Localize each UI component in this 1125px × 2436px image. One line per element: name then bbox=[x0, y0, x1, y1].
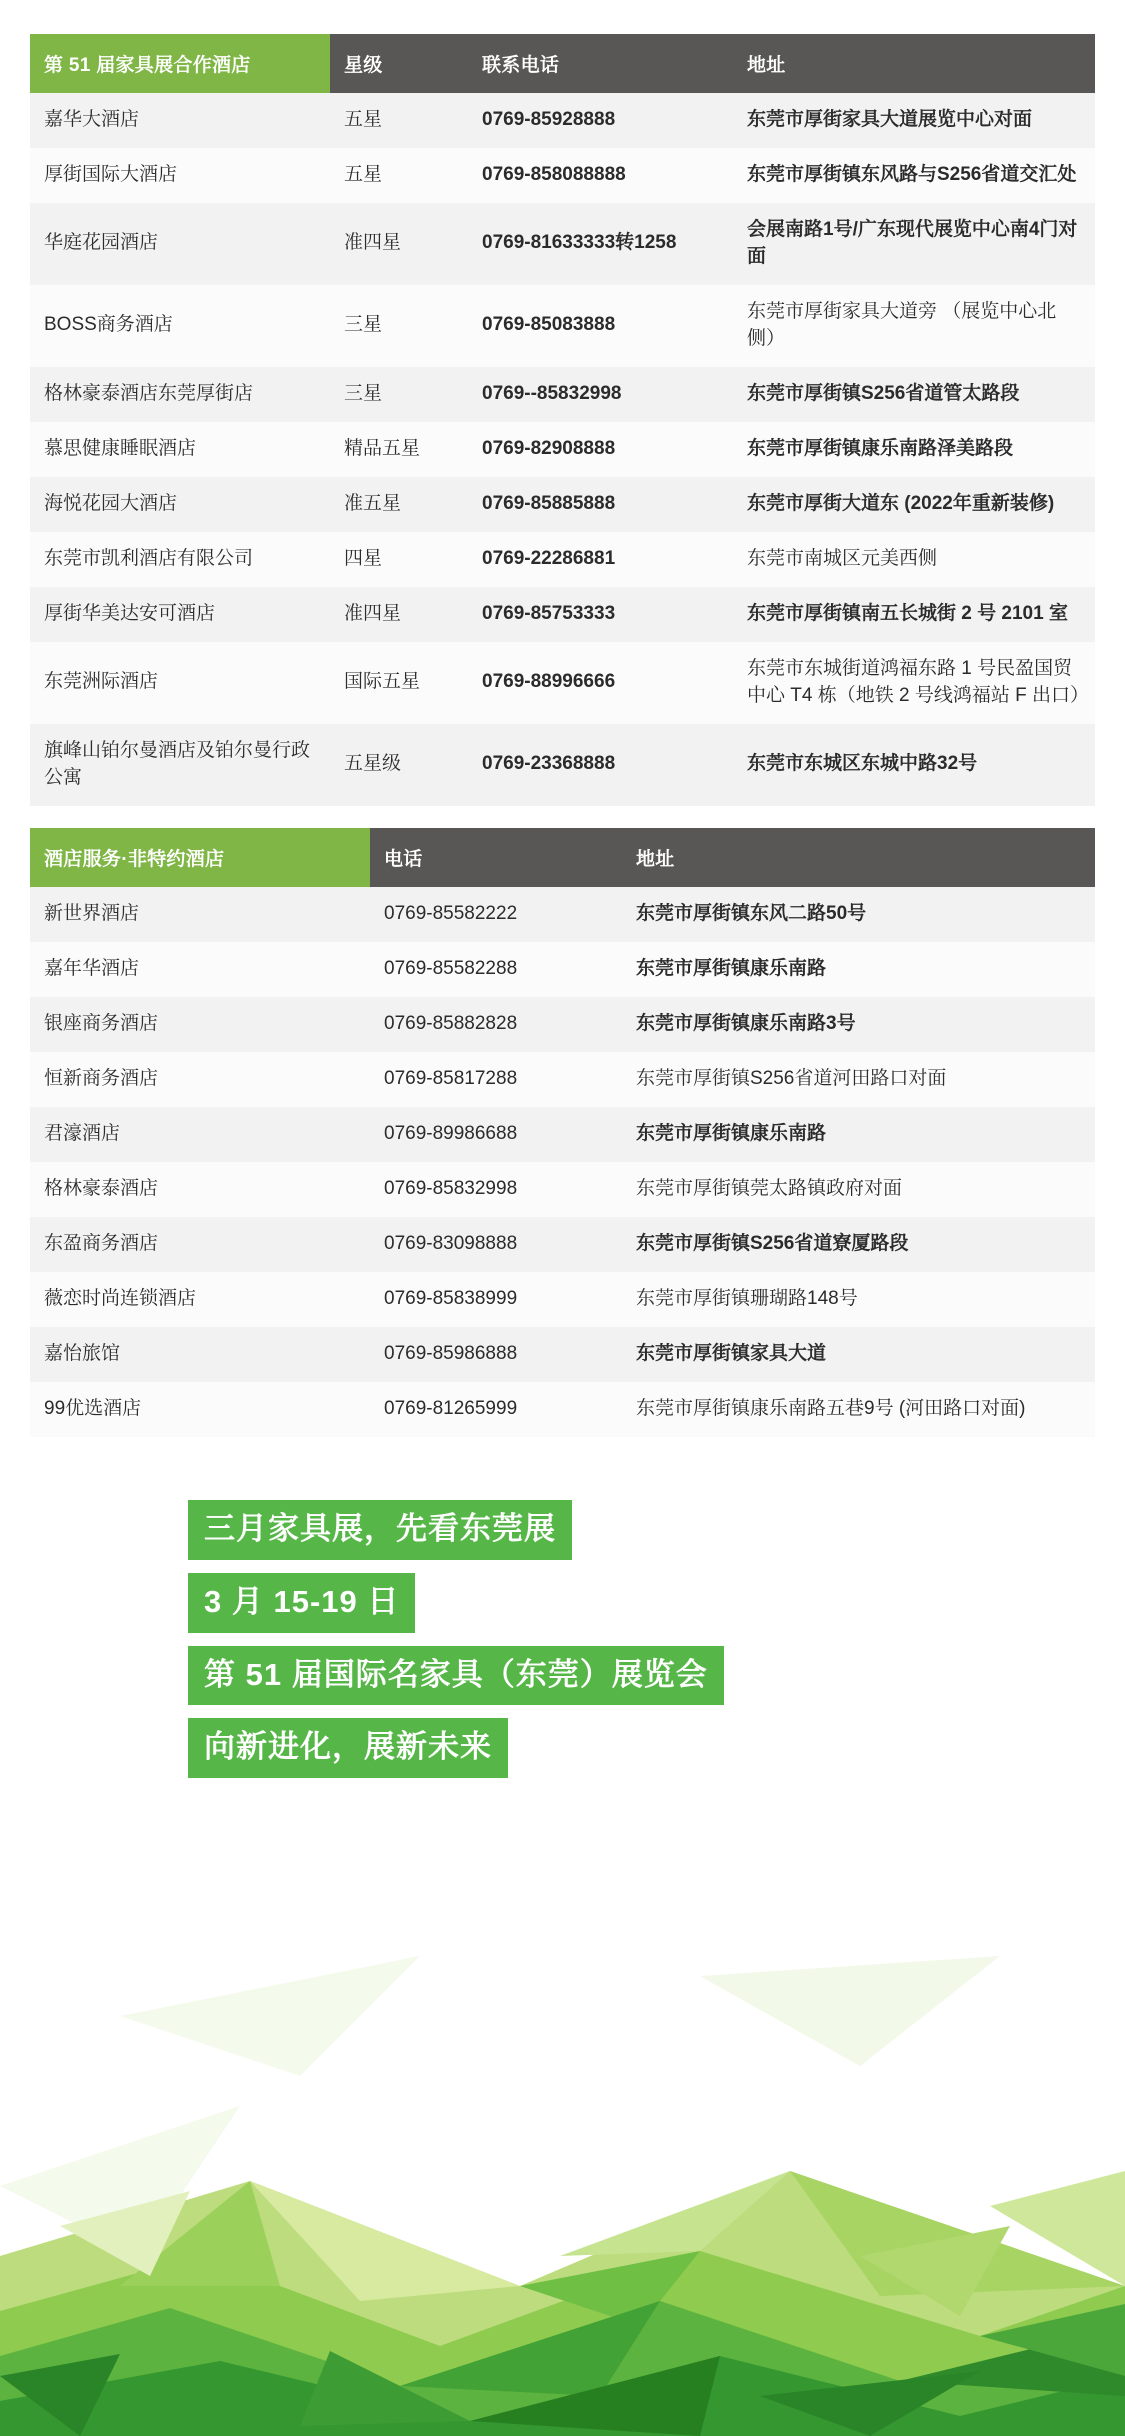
cell-star-rating: 准四星 bbox=[330, 203, 468, 285]
cell-address: 东莞市南城区元美西侧 bbox=[733, 532, 1095, 587]
column-header-hotel: 酒店服务·非特约酒店 bbox=[30, 828, 370, 887]
headline-3: 向新进化，展新未来 bbox=[188, 1718, 508, 1778]
headline-row-2 bbox=[188, 1646, 948, 1719]
cell-address: 东莞市厚街镇S256省道河田路口对面 bbox=[622, 1052, 1095, 1107]
cell-hotel-name: 嘉年华酒店 bbox=[30, 942, 370, 997]
cell-address: 东莞市厚街镇珊瑚路148号 bbox=[622, 1272, 1095, 1327]
cell-hotel-name: 99优选酒店 bbox=[30, 1382, 370, 1437]
table-row bbox=[30, 642, 1095, 724]
bottom-decorative-graphic bbox=[0, 1956, 1125, 2436]
cell-star-rating: 精品五星 bbox=[330, 422, 468, 477]
headline-2: 第 51 届国际名家具（东莞）展览会 bbox=[188, 1646, 724, 1706]
cell-phone: 0769-82908888 bbox=[468, 422, 733, 477]
column-header-star: 星级 bbox=[330, 34, 468, 93]
cell-hotel-name: 君濠酒店 bbox=[30, 1107, 370, 1162]
cell-star-rating: 准五星 bbox=[330, 477, 468, 532]
table-row bbox=[30, 942, 1095, 997]
partner-hotels-table-block bbox=[30, 34, 1095, 806]
column-header-address: 地址 bbox=[733, 34, 1095, 93]
table-header-row bbox=[30, 34, 1095, 93]
cell-star-rating: 五星 bbox=[330, 93, 468, 148]
headline-row-0 bbox=[188, 1500, 948, 1573]
headline-block bbox=[188, 1500, 948, 1791]
cell-phone: 0769-85753333 bbox=[468, 587, 733, 642]
headline-row-3 bbox=[188, 1718, 948, 1791]
headline-row-1 bbox=[188, 1573, 948, 1646]
cell-address: 东莞市厚街镇东风路与S256省道交汇处 bbox=[733, 148, 1095, 203]
table-row bbox=[30, 203, 1095, 285]
headline-1: 3 月 15-19 日 bbox=[188, 1573, 415, 1633]
green-polygon-art-icon bbox=[0, 1956, 1125, 2436]
table-row bbox=[30, 1217, 1095, 1272]
cell-star-rating: 国际五星 bbox=[330, 642, 468, 724]
cell-address: 东莞市厚街镇家具大道 bbox=[622, 1327, 1095, 1382]
cell-address: 东莞市厚街镇南五长城街 2 号 2101 室 bbox=[733, 587, 1095, 642]
table-row bbox=[30, 1162, 1095, 1217]
cell-hotel-name: 东莞洲际酒店 bbox=[30, 642, 330, 724]
cell-address: 东莞市厚街家具大道旁 （展览中心北侧） bbox=[733, 285, 1095, 367]
cell-hotel-name: 薇恋时尚连锁酒店 bbox=[30, 1272, 370, 1327]
cell-star-rating: 三星 bbox=[330, 367, 468, 422]
table-row bbox=[30, 997, 1095, 1052]
cell-star-rating: 五星级 bbox=[330, 724, 468, 806]
cell-hotel-name: 厚街国际大酒店 bbox=[30, 148, 330, 203]
cell-address: 东莞市厚街镇康乐南路3号 bbox=[622, 997, 1095, 1052]
cell-hotel-name: 银座商务酒店 bbox=[30, 997, 370, 1052]
table-row bbox=[30, 1052, 1095, 1107]
cell-address: 东莞市厚街镇莞太路镇政府对面 bbox=[622, 1162, 1095, 1217]
table-row bbox=[30, 532, 1095, 587]
cell-address: 东莞市厚街镇康乐南路 bbox=[622, 1107, 1095, 1162]
table-row bbox=[30, 148, 1095, 203]
cell-phone: 0769-85882828 bbox=[370, 997, 622, 1052]
headline-0: 三月家具展，先看东莞展 bbox=[188, 1500, 572, 1560]
column-header-phone: 联系电话 bbox=[468, 34, 733, 93]
cell-address: 东莞市厚街镇S256省道寮厦路段 bbox=[622, 1217, 1095, 1272]
cell-phone: 0769-22286881 bbox=[468, 532, 733, 587]
cell-phone: 0769-23368888 bbox=[468, 724, 733, 806]
cell-phone: 0769--85832998 bbox=[468, 367, 733, 422]
cell-phone: 0769-85083888 bbox=[468, 285, 733, 367]
cell-hotel-name: 格林豪泰酒店东莞厚街店 bbox=[30, 367, 330, 422]
cell-hotel-name: 东盈商务酒店 bbox=[30, 1217, 370, 1272]
cell-address: 东莞市厚街镇S256省道管太路段 bbox=[733, 367, 1095, 422]
non-contract-hotels-table bbox=[30, 828, 1095, 1437]
cell-address: 东莞市东城街道鸿福东路 1 号民盈国贸中心 T4 栋（地铁 2 号线鸿福站 F 出口） bbox=[733, 642, 1095, 724]
table-row bbox=[30, 285, 1095, 367]
cell-phone: 0769-89986688 bbox=[370, 1107, 622, 1162]
column-header-hotel: 第 51 届家具展合作酒店 bbox=[30, 34, 330, 93]
cell-address: 东莞市厚街镇东风二路50号 bbox=[622, 887, 1095, 942]
table-row bbox=[30, 1272, 1095, 1327]
cell-phone: 0769-85832998 bbox=[370, 1162, 622, 1217]
cell-phone: 0769-81633333转1258 bbox=[468, 203, 733, 285]
non-contract-hotels-table-block bbox=[30, 828, 1095, 1437]
cell-phone: 0769-81265999 bbox=[370, 1382, 622, 1437]
table-row bbox=[30, 367, 1095, 422]
column-header-address: 地址 bbox=[622, 828, 1095, 887]
table-header-row bbox=[30, 828, 1095, 887]
cell-hotel-name: 海悦花园大酒店 bbox=[30, 477, 330, 532]
cell-phone: 0769-85582222 bbox=[370, 887, 622, 942]
cell-hotel-name: 新世界酒店 bbox=[30, 887, 370, 942]
table-row bbox=[30, 1382, 1095, 1437]
cell-star-rating: 准四星 bbox=[330, 587, 468, 642]
table-row bbox=[30, 93, 1095, 148]
cell-star-rating: 五星 bbox=[330, 148, 468, 203]
cell-address: 东莞市厚街家具大道展览中心对面 bbox=[733, 93, 1095, 148]
cell-phone: 0769-85817288 bbox=[370, 1052, 622, 1107]
cell-star-rating: 四星 bbox=[330, 532, 468, 587]
cell-hotel-name: BOSS商务酒店 bbox=[30, 285, 330, 367]
table-row bbox=[30, 587, 1095, 642]
cell-star-rating: 三星 bbox=[330, 285, 468, 367]
cell-hotel-name: 东莞市凯利酒店有限公司 bbox=[30, 532, 330, 587]
cell-address: 东莞市厚街镇康乐南路 bbox=[622, 942, 1095, 997]
cell-phone: 0769-85986888 bbox=[370, 1327, 622, 1382]
cell-phone: 0769-858088888 bbox=[468, 148, 733, 203]
cell-hotel-name: 旗峰山铂尔曼酒店及铂尔曼行政公寓 bbox=[30, 724, 330, 806]
cell-hotel-name: 嘉怡旅馆 bbox=[30, 1327, 370, 1382]
cell-address: 东莞市厚街镇康乐南路泽美路段 bbox=[733, 422, 1095, 477]
cell-address: 东莞市厚街大道东 (2022年重新装修) bbox=[733, 477, 1095, 532]
cell-phone: 0769-85838999 bbox=[370, 1272, 622, 1327]
cell-address: 东莞市厚街镇康乐南路五巷9号 (河田路口对面) bbox=[622, 1382, 1095, 1437]
cell-hotel-name: 格林豪泰酒店 bbox=[30, 1162, 370, 1217]
cell-hotel-name: 慕思健康睡眠酒店 bbox=[30, 422, 330, 477]
table-row bbox=[30, 477, 1095, 532]
cell-address: 东莞市东城区东城中路32号 bbox=[733, 724, 1095, 806]
partner-hotels-table bbox=[30, 34, 1095, 806]
table-row bbox=[30, 887, 1095, 942]
cell-phone: 0769-83098888 bbox=[370, 1217, 622, 1272]
cell-hotel-name: 华庭花园酒店 bbox=[30, 203, 330, 285]
cell-phone: 0769-85582288 bbox=[370, 942, 622, 997]
cell-hotel-name: 嘉华大酒店 bbox=[30, 93, 330, 148]
cell-address: 会展南路1号/广东现代展览中心南4门对面 bbox=[733, 203, 1095, 285]
cell-phone: 0769-85928888 bbox=[468, 93, 733, 148]
table-row bbox=[30, 422, 1095, 477]
cell-phone: 0769-88996666 bbox=[468, 642, 733, 724]
table-row bbox=[30, 724, 1095, 806]
cell-hotel-name: 恒新商务酒店 bbox=[30, 1052, 370, 1107]
table-row bbox=[30, 1327, 1095, 1382]
table-row bbox=[30, 1107, 1095, 1162]
column-header-phone: 电话 bbox=[370, 828, 622, 887]
cell-hotel-name: 厚街华美达安可酒店 bbox=[30, 587, 330, 642]
cell-phone: 0769-85885888 bbox=[468, 477, 733, 532]
